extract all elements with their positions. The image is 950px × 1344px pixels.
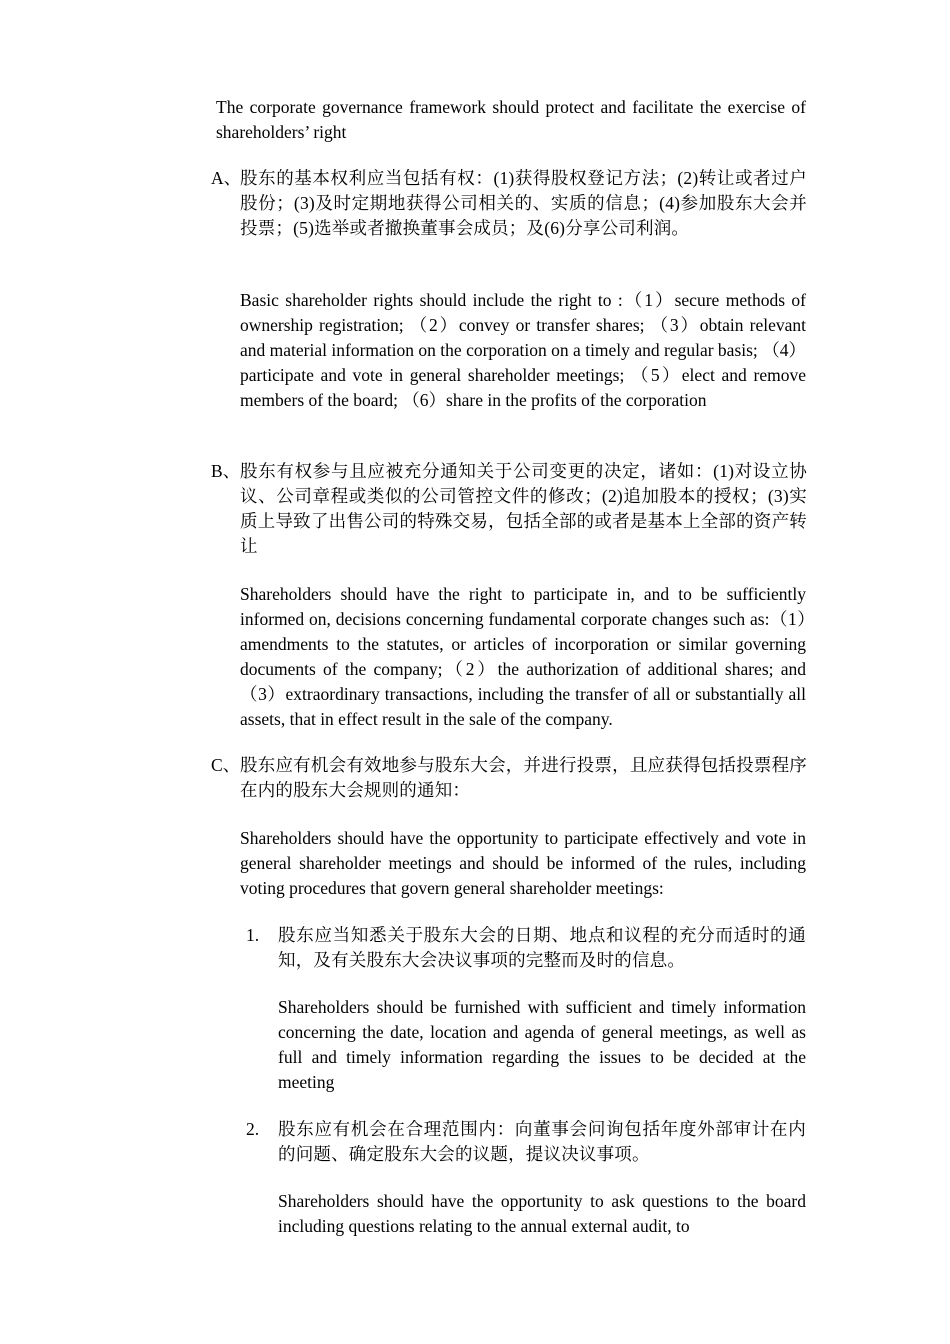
- intro-paragraph: The corporate governance framework should protect and facilitate the exercise of shareholders’ right: [216, 97, 806, 142]
- section-c-chinese: 股东应有机会有效地参与股东大会，并进行投票，且应获得包括投票程序在内的股东大会规则的通知：: [240, 755, 807, 800]
- list-item-1-number: 1.: [246, 925, 260, 945]
- section-a-heading: [211, 166, 807, 241]
- section-a-english: Basic shareholder rights should include the right to :（1）secure methods of ownership registration; （2）convey or transfer shares; （3）obtain relevant and material information on the corporation on a timely and regular basis; （4）participate and vote in general shareholder meetings; （5）elect and remove members of the board; （6）share in the profits of the corporation: [240, 290, 806, 410]
- section-a-chinese: 股东的基本权利应当包括有权：(1)获得股权登记方法；(2)转让或者过户股份；(3)及时定期地获得公司相关的、实质的信息；(4)参加股东大会并投票；(5)选举或者撤换董事会成员；及(6)分享公司利润。: [240, 168, 807, 238]
- section-c-english: Shareholders should have the opportunity to participate effectively and vote in general shareholder meetings and should be informed of the rules, including voting procedures that govern general shareholder meetings:: [240, 828, 806, 898]
- list-item-2-number: 2.: [246, 1119, 260, 1139]
- section-c-heading: [211, 753, 807, 803]
- list-item-1-chinese: 股东应当知悉关于股东大会的日期、地点和议程的充分而适时的通知，及有关股东大会决议事项的完整而及时的信息。: [278, 925, 806, 970]
- section-b-letter: B、: [211, 461, 241, 481]
- list-item-1-english: Shareholders should be furnished with sufficient and timely information concerning the date, location and agenda of general meetings, as well as full and timely information regarding the issues to be decided at the meeting: [278, 997, 806, 1092]
- section-b-english: Shareholders should have the right to participate in, and to be sufficiently informed on, decisions concerning fundamental corporate changes such as:（1）amendments to the statutes, or articles of incorporation or similar governing documents of the company;（2）the authorization of additional shares; and（3）extraordinary transactions, including the transfer of all or substantially all assets, that in effect result in the sale of the company.: [240, 584, 806, 729]
- section-b-heading: [211, 459, 807, 559]
- section-c-letter: C、: [211, 755, 241, 775]
- section-b-chinese: 股东有权参与且应被充分通知关于公司变更的决定，诸如：(1)对设立协议、公司章程或类似的公司管控文件的修改；(2)追加股本的授权；(3)实质上导致了出售公司的特殊交易，包括全部的或者是基本上全部的资产转让: [240, 461, 807, 556]
- list-item-2-english: Shareholders should have the opportunity to ask questions to the board including questions relating to the annual external audit, to: [278, 1191, 806, 1236]
- section-a-letter: A、: [211, 168, 242, 188]
- list-item-2-chinese: 股东应有机会在合理范围内：向董事会问询包括年度外部审计在内的问题、确定股东大会的议题，提议决议事项。: [278, 1119, 806, 1164]
